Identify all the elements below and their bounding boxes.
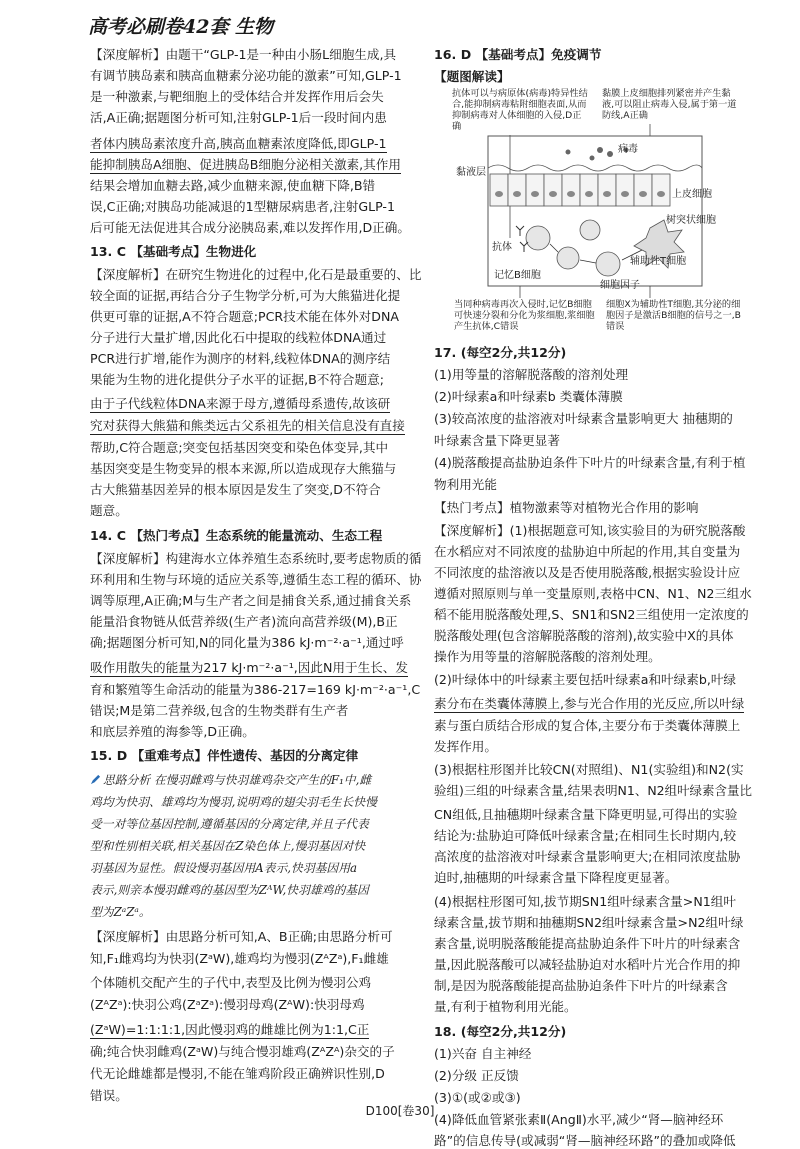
text-line: (ZᵃW)=1:1:1:1,因此慢羽鸡的雌雄比例为1:1,C正 xyxy=(90,1022,370,1037)
text-line: 错误。 xyxy=(90,1088,128,1103)
thinking-analysis-line: 思路分析 在慢羽雌鸡与快羽雄鸡杂交产生的F₁中,雌 xyxy=(90,772,371,788)
label-antibody: 抗体 xyxy=(492,242,512,253)
text-line: 【深度解析】由思路分析可知,A、B正确;由思路分析可 xyxy=(90,929,393,944)
text-line: 素含量,说明脱落酸能提高盐胁迫条件下叶片的叶绿素含 xyxy=(434,936,741,951)
figure-heading: 【题图解读】 xyxy=(434,69,510,84)
text-line: 错误;M是第二营养级,包含的生物类群有生产者 xyxy=(90,703,349,718)
text-line: 【深度解析】在研究生物进化的过程中,化石是最重要的、比 xyxy=(90,267,422,282)
text-line: 后可能无法促进其合成分泌胰岛素,难以发挥作用,D正确。 xyxy=(90,220,410,235)
text-line: 题意。 xyxy=(90,503,128,518)
text-line: 古大熊猫基因差异的根本原因是发生了突变,D不符合 xyxy=(90,482,381,497)
text-line: 究对获得大熊猫和熊类远古父系祖先的相关信息没有直接 xyxy=(90,418,405,433)
text-line: 帮助,C符合题意;突变包括基因突变和染色体变异,其中 xyxy=(90,440,389,455)
text-line: 能量沿食物链从低营养级(生产者)流向高营养级(M),B正 xyxy=(90,614,398,629)
text-line: 吸作用散失的能量为217 kJ·m⁻²·a⁻¹,因此N用于生长、发 xyxy=(90,660,408,675)
text-line: 结论为:盐胁迫可降低叶绿素含量;在相同生长时期内,较 xyxy=(434,828,737,843)
text-line: 羽基因为显性。假设慢羽基因用A表示,快羽基因用a xyxy=(90,861,358,875)
text-line: 量,因此脱落酸可以减轻盐胁迫对水稻叶片光合作用的抑 xyxy=(434,957,741,972)
text-line: 在水稻应对不同浓度的盐胁迫中所起的作用,其自变量为 xyxy=(434,544,741,559)
text-line: 者体内胰岛素浓度升高,胰高血糖素浓度降低,即GLP-1 xyxy=(90,136,387,151)
text-line: 有调节胰岛素和胰高血糖素分泌功能的激素”可知,GLP-1 xyxy=(90,68,402,83)
label-virus: 病毒 xyxy=(618,144,638,155)
text-line: 分子进行大量扩增,因此化石中提取的线粒体DNA通过 xyxy=(90,330,387,345)
text-line: 高浓度的盐溶液对叶绿素含量影响更大;在相同浓度盐胁 xyxy=(434,849,741,864)
text-line: (3)①(或②或③) xyxy=(434,1090,521,1105)
text-line: (3)根据柱形图并比较CN(对照组)、N1(实验组)和N2(实 xyxy=(434,762,744,777)
text-line: 供更可靠的证据,A不符合题意;PCR技术能在体外对DNA xyxy=(90,309,400,324)
text-line: 制,是因为脱落酸能提高盐胁迫条件下叶片的叶绿素含 xyxy=(434,978,728,993)
text-line: 物利用光能 xyxy=(434,477,497,492)
text-line: 表示,则亲本慢羽雌鸡的基因型为ZᴬW,快羽雄鸡的基因 xyxy=(90,883,369,897)
text-line: (3)较高浓度的盐溶液对叶绿素含量影响更大 抽穗期的 xyxy=(434,411,733,426)
text-line: CN组低,且抽穗期叶绿素含量下降更明显,可得出的实验 xyxy=(434,807,738,822)
label-helper-t-cell: 辅助性T细胞 xyxy=(630,256,687,267)
figure-note-bottom-right: 细胞X为辅助性T细胞,其分泌的细胞因子是激活B细胞的信号之一,B错误 xyxy=(606,299,741,332)
text-line: 绿素含量,拔节期和抽穗期SN2组叶绿素含量>N2组叶绿 xyxy=(434,915,744,930)
text-line: 稻不能用脱落酸处理,S、SN1和SN2三组使用一定浓度的 xyxy=(434,607,749,622)
text-line: (4)根据柱形图可知,拔节期SN1组叶绿素含量>N1组叶 xyxy=(434,894,736,909)
pen-icon xyxy=(90,774,101,785)
text-line: 调等原理,A正确;M与生产者之间是捕食关系,通过捕食关系 xyxy=(90,593,412,608)
text-line: 素与蛋白质结合形成的复合体,主要分布于类囊体薄膜上 xyxy=(434,718,741,733)
text-line: 遵循对照原则与单一变量原则,表格中CN、N1、N2三组水 xyxy=(434,586,752,601)
figure-note-bottom-left: 当同种病毒再次入侵时,记忆B细胞可快速分裂和分化为浆细胞,浆细胞产生抗体,C错误 xyxy=(454,299,595,332)
text-line: 操作为用等量的溶解脱落酸的溶剂处理。 xyxy=(434,649,661,664)
text-line: 结果会增加血糖去路,减少血糖来源,使血糖下降,B错 xyxy=(90,178,376,193)
text-line: (2)叶绿素a和叶绿素b 类囊体薄膜 xyxy=(434,389,623,404)
text-line: (4)降低血管紧张素Ⅱ(AngⅡ)水平,减少“肾—脑神经环 xyxy=(434,1112,724,1127)
text-line: 是一种激素,与靶细胞上的受体结合并发挥作用后会失 xyxy=(90,89,384,104)
question-heading: 18. (每空2分,共12分) xyxy=(434,1024,567,1039)
figure-note-top-left: 抗体可以与病原体(病毒)特异性结合,能抑制病毒粘附细胞表面,从而抑制病毒对人体细胞的入侵,D正确 xyxy=(452,88,588,132)
text-line: 叶绿素含量下降更显著 xyxy=(434,433,560,448)
text-line: 迫时,抽穗期的叶绿素含量下降程度更显著。 xyxy=(434,870,678,885)
text-line: 个体随机交配产生的子代中,表型及比例为慢羽公鸡 xyxy=(90,975,372,990)
text-line: 【热门考点】植物激素等对植物光合作用的影响 xyxy=(434,500,699,515)
question-heading: 14. C 【热门考点】生态系统的能量流动、生态工程 xyxy=(90,528,383,543)
text-line: 验组)三组的叶绿素含量,结果表明N1、N2组叶绿素含量比 xyxy=(434,783,752,798)
text-line: 和底层养殖的海参等,D正确。 xyxy=(90,724,255,739)
text-line: PCR进行扩增,能作为测序的材料,线粒体DNA的测序结 xyxy=(90,351,391,366)
text-line: (4)脱落酸提高盐胁迫条件下叶片的叶绿素含量,有利于植 xyxy=(434,455,746,470)
text-line: 型和性别相关联,相关基因在Z染色体上,慢羽基因对快 xyxy=(90,839,366,853)
text-line: 育和繁殖等生命活动的能量为386-217=169 kJ·m⁻²·a⁻¹,C xyxy=(90,682,421,697)
text-line: 鸡均为快羽、雄鸡均为慢羽,说明鸡的翅尖羽毛生长快慢 xyxy=(90,795,377,809)
text-line: 确;据题图分析可知,N的同化量为386 kJ·m⁻²·a⁻¹,通过呼 xyxy=(90,635,404,650)
text-line: 发挥作用。 xyxy=(434,739,497,754)
text-line: (1)兴奋 自主神经 xyxy=(434,1046,532,1061)
text-line: 【深度解析】(1)根据题意可知,该实验目的为研究脱落酸 xyxy=(434,523,746,538)
text-line: 不同浓度的盐溶液以及是否使用脱落酸,根据实验设计应 xyxy=(434,565,741,580)
text-line: 脱落酸处理(包含溶解脱落酸的溶剂),故实验中X的具体 xyxy=(434,628,734,643)
text-line: (1)用等量的溶解脱落酸的溶剂处理 xyxy=(434,367,629,382)
text-line: 知,F₁雌鸡均为快羽(ZᵃW),雄鸡均为慢羽(ZᴬZᵃ),F₁雌雄 xyxy=(90,951,389,966)
label-mucus: 黏液层 xyxy=(456,167,486,178)
text-line: 代无论雌雄都是慢羽,不能在雏鸡阶段正确辨识性别,D xyxy=(90,1066,385,1081)
text-line: 活,A正确;据题图分析可知,注射GLP-1后一段时间内患 xyxy=(90,110,387,125)
text-line: 路”的信息传导(或减弱“肾—脑神经环路”的叠加或降低 xyxy=(434,1133,736,1148)
text-line: 基因突变是生物变异的根本来源,所以造成现存大熊猫与 xyxy=(90,461,397,476)
text-line: 受一对等位基因控制,遵循基因的分离定律,并且子代表 xyxy=(90,817,369,831)
text-line: 由于子代线粒体DNA来源于母方,遵循母系遗传,故该研 xyxy=(90,396,391,411)
text-line: 环利用和生物与环境的适应关系等,遵循生态工程的循环、协 xyxy=(90,572,422,587)
label-dendritic-cell: 树突状细胞 xyxy=(666,215,716,226)
text-line: 果能为生物的进化提供分子水平的证据,B不符合题意; xyxy=(90,372,384,387)
text-line: 【深度解析】由题干“GLP-1是一种由小肠L细胞生成,具 xyxy=(90,47,397,62)
text-line: 量,有利于植物利用光能。 xyxy=(434,999,577,1014)
page-footer: D100[卷30] xyxy=(365,1104,435,1118)
immune-response-diagram xyxy=(450,88,746,338)
text-line: (2)叶绿体中的叶绿素主要包括叶绿素a和叶绿素b,叶绿 xyxy=(434,672,737,687)
text-line: 确;纯合快羽雌鸡(ZᵃW)与纯合慢羽雄鸡(ZᴬZᴬ)杂交的子 xyxy=(90,1044,395,1059)
text-line: 素分布在类囊体薄膜上,参与光合作用的光反应,所以叶绿 xyxy=(434,696,745,711)
text-line: (ZᴬZᵃ):快羽公鸡(ZᵃZᵃ):慢羽母鸡(ZᴬW):快羽母鸡 xyxy=(90,997,365,1012)
text-line: 型为ZᵃZᵃ。 xyxy=(90,905,151,919)
page-header-title: 高考必刷卷42套 生物 xyxy=(88,16,274,38)
question-heading: 15. D 【重难考点】伴性遗传、基因的分离定律 xyxy=(90,748,359,763)
label-memory-b-cell: 记忆B细胞 xyxy=(494,270,541,281)
question-heading: 16. D 【基础考点】免疫调节 xyxy=(434,47,602,62)
text-line: 【深度解析】构建海水立体养殖生态系统时,要考虑物质的循 xyxy=(90,551,422,566)
question-heading: 13. C 【基础考点】生物进化 xyxy=(90,244,257,259)
text-line: (2)分级 正反馈 xyxy=(434,1068,519,1083)
label-cytokine: 细胞因子 xyxy=(600,280,640,291)
figure-note-top-right: 黏膜上皮细胞排列紧密并产生黏液,可以阻止病毒入侵,属于第一道防线,A正确 xyxy=(602,88,737,121)
text-line: 误,C正确;对胰岛功能减退的1型糖尿病患者,注射GLP-1 xyxy=(90,199,395,214)
label-epithelial-cell: 上皮细胞 xyxy=(672,189,712,200)
question-heading: 17. (每空2分,共12分) xyxy=(434,345,567,360)
text-line: 能抑制胰岛A细胞、促进胰岛B细胞分泌相关激素,其作用 xyxy=(90,157,401,172)
text-line: 较全面的证据,再结合分子生物学分析,可为大熊猫进化提 xyxy=(90,288,401,303)
